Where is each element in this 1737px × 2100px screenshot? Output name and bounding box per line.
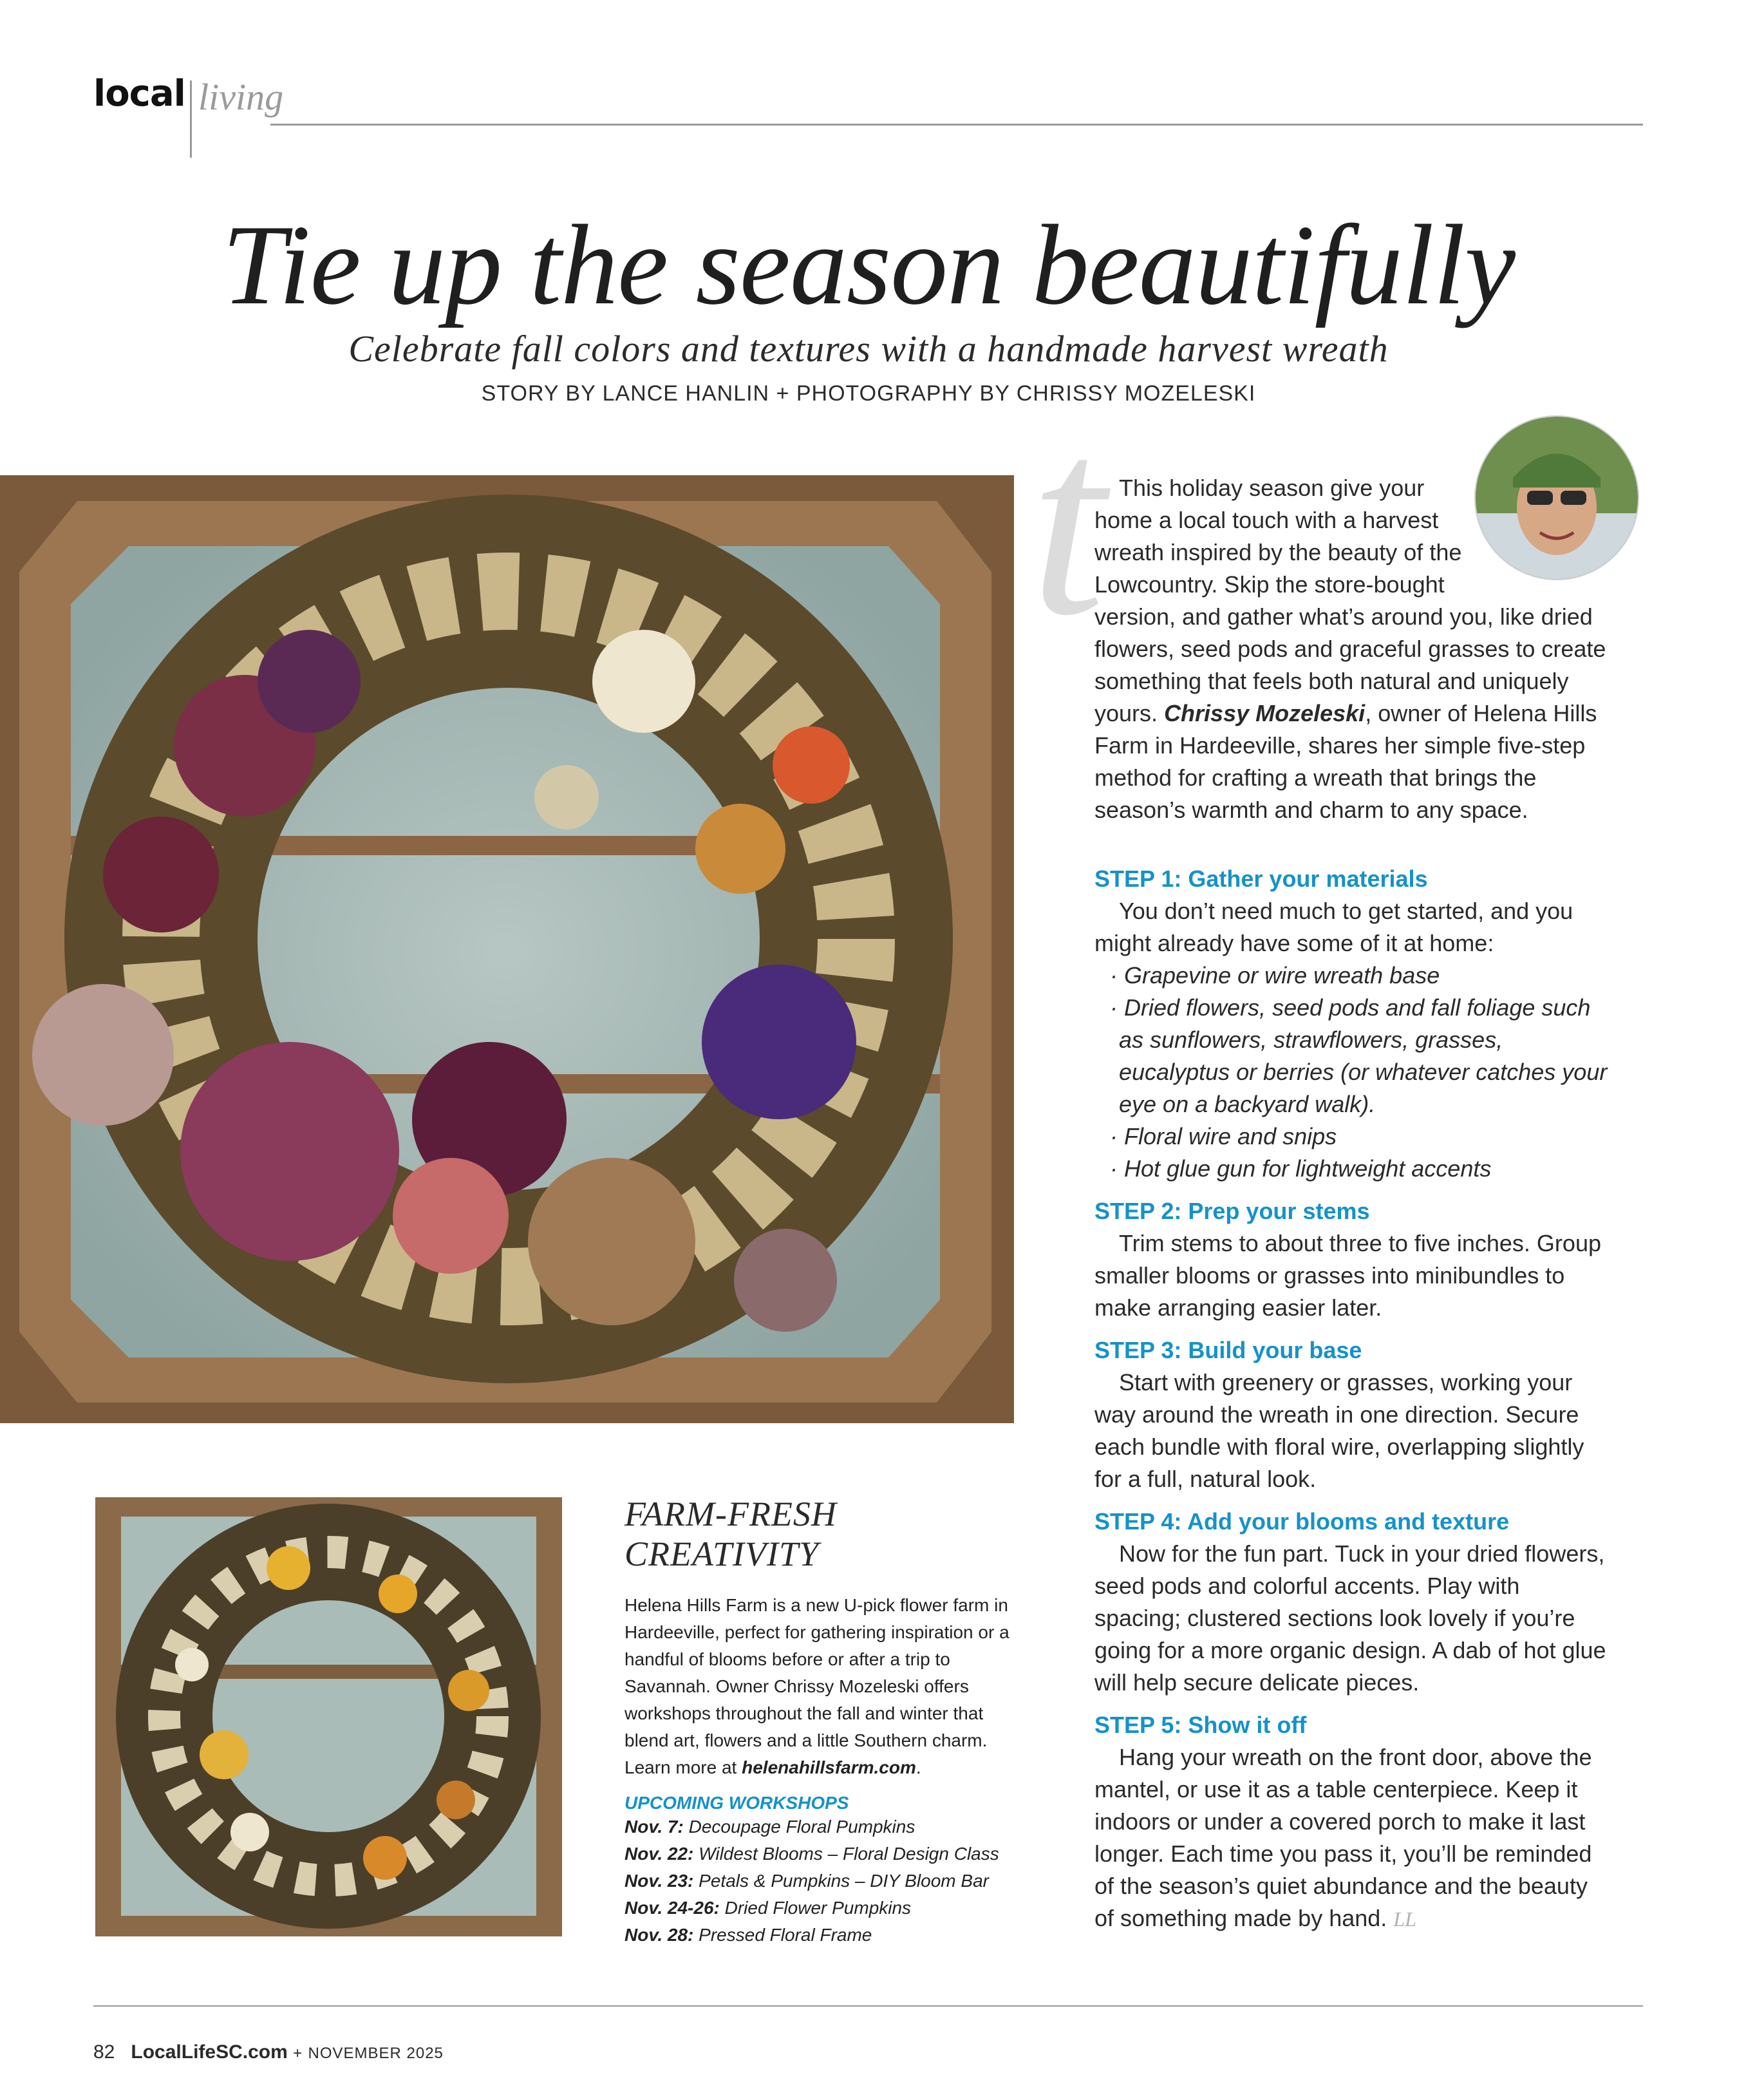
step-heading: STEP 4: Add your blooms and texture bbox=[1094, 1508, 1510, 1535]
author-name: Chrissy Mozeleski bbox=[1164, 700, 1366, 726]
intro-paragraph: version, and gather what’s around you, like dried flowers, seed pods and graceful grasses to create something that feels both natural and uniquely yours. Chrissy Mozeleski, owner of Helena Hills Farm in Hardeeville, shares her simple five-step method for crafting a wreath that brings the season’s warmth and charm to any space. bbox=[1094, 603, 1606, 823]
step-heading: STEP 1: Gather your materials bbox=[1094, 866, 1428, 892]
workshop-item: Nov. 22: Wildest Blooms – Floral Design Class bbox=[624, 1844, 999, 1864]
list-item: · Hot glue gun for lightweight accents bbox=[1110, 1155, 1492, 1182]
list-item: · Grapevine or wire wreath base bbox=[1110, 962, 1440, 989]
section-sublabel: living bbox=[198, 76, 284, 118]
intro-line: wreath inspired by the beauty of the bbox=[1094, 539, 1462, 565]
section-label: local bbox=[93, 73, 185, 115]
step-heading: STEP 3: Build your base bbox=[1094, 1337, 1362, 1363]
list-item: · Dried flowers, seed pods and fall foliage such as sunflowers, strawflowers, grasses, eucalyptus or berries (or whatever catches your eye on a backyard walk). bbox=[1110, 994, 1608, 1117]
sidebar bbox=[624, 1494, 1017, 1949]
wreath-photo bbox=[0, 475, 1014, 1423]
page-number: 82 bbox=[93, 2041, 115, 2063]
workshop-item: Nov. 7: Decoupage Floral Pumpkins bbox=[624, 1817, 915, 1837]
step-body: You don’t need much to get started, and you might already have some of it at home: bbox=[1094, 898, 1573, 956]
workshop-item: Nov. 23: Petals & Pumpkins – DIY Bloom Bar bbox=[624, 1871, 989, 1891]
workshops-heading: UPCOMING WORKSHOPS bbox=[624, 1793, 849, 1813]
intro-line: Lowcountry. Skip the store-bought bbox=[1094, 571, 1445, 598]
footer-rule bbox=[93, 2005, 1643, 2007]
sidebar-title-line: FARM-FRESH bbox=[624, 1495, 837, 1533]
article-byline: STORY BY LANCE HANLIN + PHOTOGRAPHY BY CHRISSY MOZELESKI bbox=[481, 381, 1256, 406]
sidebar-body: Helena Hills Farm is a new U-pick flower farm in Hardeeville, perfect for gathering inspiration or a handful of blooms before or after a trip to Savannah. Owner Chrissy Mozeleski offers workshops throughout the fall and winter that blend art, flowers and a little Southern charm. Learn more at helenahillsfarm.com. bbox=[624, 1595, 1009, 1777]
steps bbox=[1094, 863, 1610, 1935]
workshop-item: Nov. 28: Pressed Floral Frame bbox=[624, 1925, 872, 1945]
footer-separator: + bbox=[293, 2045, 303, 2062]
step-heading: STEP 5: Show it off bbox=[1094, 1712, 1307, 1738]
step-body: Now for the fun part. Tuck in your dried flowers, seed pods and colorful accents. Play with spacing; clustered sections look lovely if you’re going for a more organic design. A dab of hot glue will help secure delicate pieces. bbox=[1094, 1540, 1606, 1696]
workshop-item: Nov. 24-26: Dried Flower Pumpkins bbox=[624, 1898, 912, 1918]
sidebar-title-line: CREATIVITY bbox=[624, 1535, 820, 1573]
end-mark: LL bbox=[1393, 1907, 1416, 1931]
footer-site: LocalLifeSC.com bbox=[131, 2041, 288, 2063]
article-subtitle: Celebrate fall colors and textures with a handmade harvest wreath bbox=[348, 328, 1389, 370]
intro-line: This holiday season give your bbox=[1119, 475, 1425, 501]
intro-text bbox=[1094, 472, 1610, 826]
header-rule bbox=[270, 124, 1643, 126]
intro-line: home a local touch with a harvest bbox=[1094, 507, 1439, 533]
footer bbox=[93, 2041, 444, 2063]
sunflower-wreath-photo bbox=[95, 1497, 562, 1936]
step-body: Start with greenery or grasses, working your way around the wreath in one direction. Secure each bundle with floral wire, overlapping slightly for a full, natural look. bbox=[1094, 1369, 1584, 1492]
step-body: Hang your wreath on the front door, above the mantel, or use it as a table centerpiece. Keep it indoors or under a covered porch to make it last longer. Each time you pass it, you’ll be reminded of the season’s quiet abundance and the beauty of something made by hand. LL bbox=[1094, 1744, 1592, 1931]
list-item: · Floral wire and snips bbox=[1110, 1123, 1337, 1149]
article-title: Tie up the season beautifully bbox=[222, 201, 1515, 328]
footer-issue: NOVEMBER 2025 bbox=[308, 2045, 444, 2062]
website-link[interactable]: helenahillsfarm.com bbox=[742, 1757, 916, 1777]
step-heading: STEP 2: Prep your stems bbox=[1094, 1198, 1370, 1224]
section-divider bbox=[190, 80, 192, 158]
step-body: Trim stems to about three to five inches. Group smaller blooms or grasses into minibundles to make arranging easier later. bbox=[1094, 1230, 1601, 1321]
drop-letter: t bbox=[1030, 372, 1105, 671]
